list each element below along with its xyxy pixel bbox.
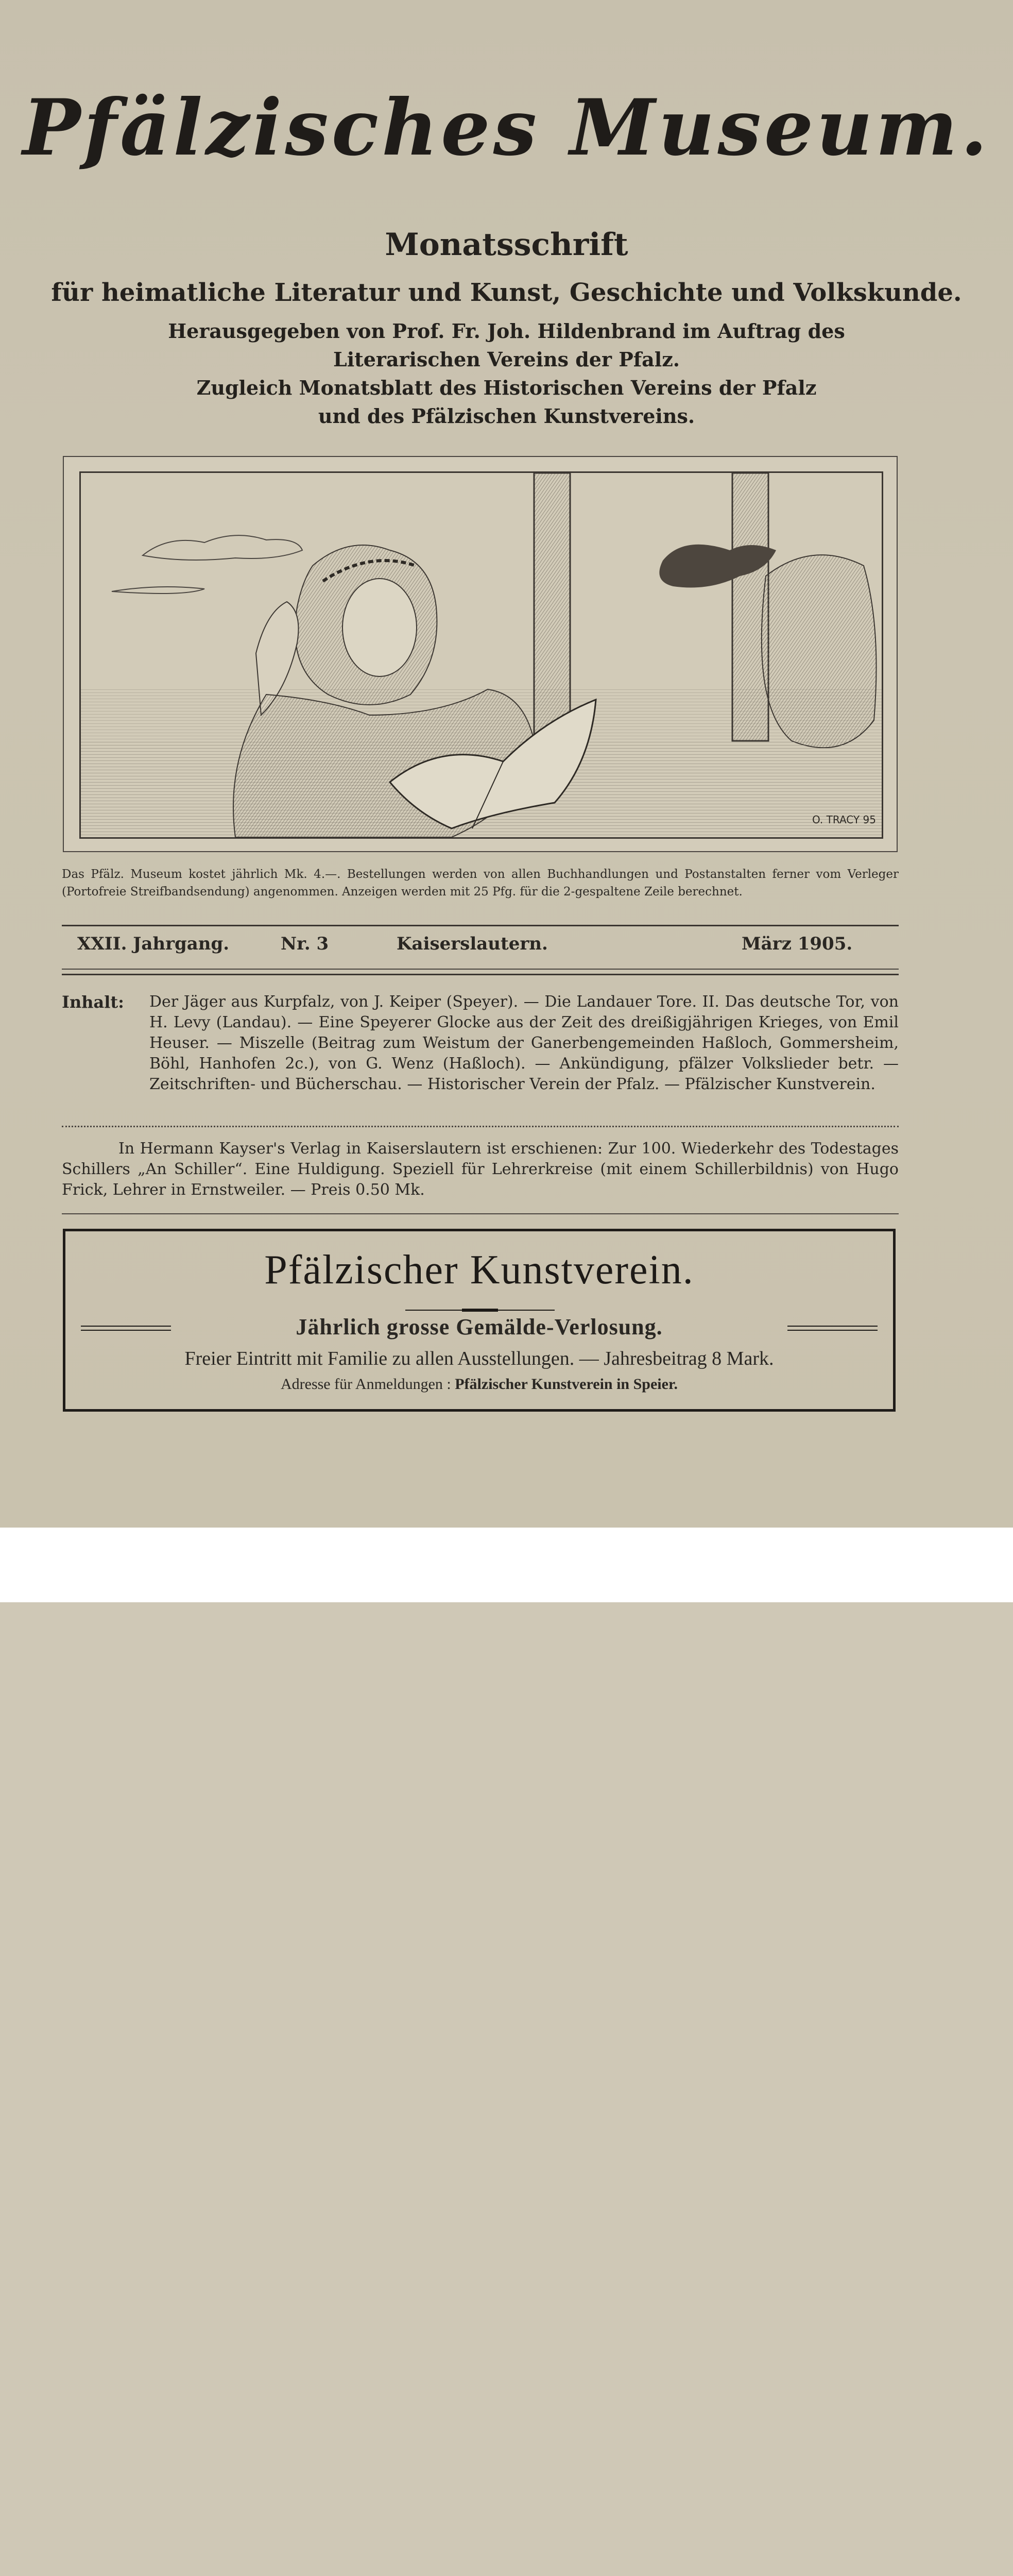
engraving-illustration [79,471,883,839]
advert-divider-bar [462,1309,498,1312]
divider-issue-double [62,974,899,975]
advert-info-line: Freier Eintritt mit Familie zu allen Ausstellungen. — Jahresbeitrag 8 Mark. [184,1348,774,1369]
publisher-advertisement: In Hermann Kayser's Verlag in Kaiserslautern ist erschienen: Zur 100. Wiederkehr des Todestages Schillers „An Schiller“. Eine Huldigung. Speziell für Lehrerkreise (mit einem Schillerbildnis) von Hugo Frick, Lehrer in Ernstweiler. — Preis 0.50 Mk. [62,1140,899,1199]
advert-title: Pfälzischer Kunstverein. [264,1247,694,1293]
publisher-line-3: Zugleich Monatsblatt des Historischen Vereins der Pfalz [196,376,817,399]
contents-text: Der Jäger aus Kurpfalz, von J. Keiper (Speyer). — Die Landauer Tore. II. Das deutsche Tor, von H. Levy (Landau). — Eine Speyerer Glocke aus der Zeit des dreißigjährigen Krieges, von Emil Heuser. — Miszelle (Beitrag zum Weistum der Ganerbengemeinden Haßloch, Gommersheim, Böhl, Hanhofen 2c.), von G. Wenz (Haßloch). — Ankündigung, pfälzer Volkslieder betr. — Zeitschriften- und Bücherschau. — Historischer Verein der Pfalz. — Pfälzischer Kunstverein. [149,993,899,1093]
illustration-frame [63,456,898,852]
kunstverein-advert-box [63,1229,896,1412]
advert-subtitle: Jährlich grosse Gemälde-Verlosung. [296,1314,663,1340]
issue-volume: XXII. Jahrgang. [77,934,230,954]
issue-number: Nr. 3 [281,934,329,954]
advert-address-line [65,1376,893,1393]
divider-dotted [62,1126,899,1127]
subject-line: für heimatliche Literatur und Kunst, Geschichte und Volkskunde. [51,278,962,307]
artist-signature: O. TRACY 95 [812,814,876,826]
divider-ad [62,1213,899,1214]
publisher-line-1: Herausgegeben von Prof. Fr. Joh. Hildenbrand im Auftrag des [168,319,845,343]
contents-label: Inhalt: [62,992,124,1012]
divider-top [62,925,899,926]
masthead-title: Pfälzisches Museum. [22,82,991,173]
advert-address-prefix: Adresse für Anmeldungen : [280,1376,451,1393]
issue-date: März 1905. [742,934,853,954]
publisher-line-2: Literarischen Vereins der Pfalz. [333,348,680,371]
issue-line [77,934,891,959]
issue-place: Kaiserslautern. [397,934,548,954]
subscription-notice: Das Pfälz. Museum kostet jährlich Mk. 4.—. Bestellungen werden von allen Buchhandlungen und Postanstalten ferner vom Verleger (Portofreie Streifbandsendung) angenommen. Anzeigen werden mit 25 Pfg. für die 2-gespaltene Zeile berechnet. [62,868,899,899]
digitization-footer [0,1528,1013,1602]
divider-issue [62,969,899,970]
advert-address-name: Pfälzischer Kunstverein in Speier. [455,1376,678,1393]
publisher-line-4: und des Pfälzischen Kunstvereins. [318,404,695,428]
table-of-contents [62,992,899,1095]
subtitle: Monatsschrift [385,227,628,263]
